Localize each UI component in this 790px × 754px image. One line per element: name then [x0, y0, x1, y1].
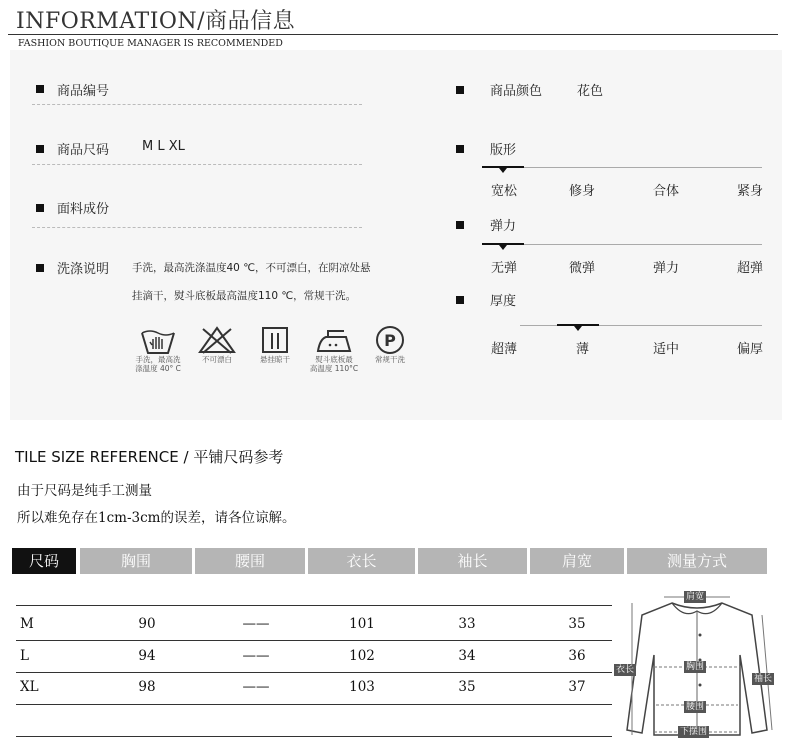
thickness-option: 薄 — [576, 342, 590, 357]
size-note-line-1: 由于尺码是纯手工测量 — [17, 483, 152, 499]
stretch-option: 无弹 — [491, 261, 518, 276]
table-row — [0, 616, 612, 636]
table-row — [0, 648, 612, 668]
divider — [32, 104, 362, 105]
stretch-option: 微弹 — [569, 261, 596, 276]
cell-length: 102 — [349, 648, 375, 664]
thickness-label: 厚度 — [490, 294, 517, 309]
page-subtitle: FASHION BOUTIQUE MANAGER IS RECOMMENDED — [18, 38, 283, 49]
stretch-option: 超弹 — [737, 261, 764, 276]
care-caption: 熨斗底板最 — [315, 355, 353, 364]
pointer-icon — [574, 326, 582, 331]
no-bleach-icon — [197, 325, 237, 355]
thickness-option: 超薄 — [491, 342, 518, 357]
bullet-icon — [36, 264, 44, 272]
wash-text-line-2: 挂滴干，熨斗底板最高温度110 ℃，常规干洗。 — [132, 290, 357, 302]
iron-icon — [314, 325, 354, 355]
header-shoulder: 肩宽 — [530, 548, 624, 574]
wash-label: 洗涤说明 — [57, 262, 110, 277]
diagram-chest-label: 胸围 — [686, 662, 705, 672]
diagram-sleeve-label: 袖长 — [754, 674, 773, 684]
care-caption: 悬挂晾干 — [260, 355, 290, 364]
cell-shoulder: 36 — [568, 648, 586, 664]
table-rule — [16, 605, 612, 606]
stretch-option: 弹力 — [653, 261, 680, 276]
size-note-line-2: 所以难免存在1cm-3cm的误差，请各位谅解。 — [17, 510, 296, 526]
fabric-label: 面料成份 — [57, 202, 110, 217]
table-rule — [16, 736, 612, 737]
bullet-icon — [456, 221, 464, 229]
diagram-length-label: 衣长 — [616, 665, 635, 675]
fit-option: 宽松 — [491, 184, 518, 199]
care-caption: 手洗，最高洗 — [135, 355, 181, 364]
cell-length: 103 — [349, 679, 375, 695]
stretch-label: 弹力 — [490, 219, 517, 234]
table-rule — [16, 672, 612, 673]
cell-sleeve: 35 — [458, 679, 476, 695]
fit-option: 合体 — [653, 184, 680, 199]
cell-chest: 98 — [138, 679, 156, 695]
dry-clean-icon — [370, 325, 410, 355]
item-no-label: 商品编号 — [57, 84, 110, 99]
hang-dry-icon — [255, 325, 295, 355]
bullet-icon — [36, 204, 44, 212]
cell-waist: —— — [242, 616, 270, 632]
diagram-shoulder-label: 肩宽 — [686, 592, 705, 602]
diagram-waist-label: 腰围 — [686, 702, 705, 712]
care-icon-hang-dry — [250, 325, 300, 364]
fit-option: 修身 — [569, 184, 596, 199]
pointer-icon — [499, 168, 507, 173]
fit-scale-line — [482, 167, 762, 168]
care-caption: 不可漂白 — [202, 355, 232, 364]
cell-sleeve: 34 — [458, 648, 476, 664]
header-length: 衣长 — [308, 548, 415, 574]
care-icon-iron — [304, 325, 364, 373]
thickness-option: 偏厚 — [737, 342, 764, 357]
divider — [32, 227, 362, 228]
size-reference-title: TILE SIZE REFERENCE / 平铺尺码参考 — [15, 448, 284, 466]
pointer-icon — [499, 245, 507, 250]
cell-size: M — [20, 616, 34, 632]
hand-wash-icon — [138, 325, 178, 355]
color-value: 花色 — [577, 84, 604, 99]
cell-size: XL — [20, 679, 39, 695]
header-chest: 胸围 — [80, 548, 192, 574]
cell-size: L — [20, 648, 29, 664]
cell-sleeve: 33 — [458, 616, 476, 632]
diagram-hem-label: 下摆围 — [680, 727, 708, 737]
table-row — [0, 679, 612, 699]
bullet-icon — [456, 145, 464, 153]
header-waist: 腰围 — [195, 548, 305, 574]
cell-shoulder: 35 — [568, 616, 586, 632]
care-icon-hand-wash — [128, 325, 188, 373]
cell-chest: 90 — [138, 616, 156, 632]
bullet-icon — [456, 296, 464, 304]
svg-text:P: P — [384, 331, 396, 350]
fit-label: 版形 — [490, 143, 517, 158]
header-sleeve: 袖长 — [418, 548, 527, 574]
cell-waist: —— — [242, 648, 270, 664]
bullet-icon — [456, 86, 464, 94]
bullet-icon — [36, 145, 44, 153]
table-rule — [16, 704, 612, 705]
wash-text-line-1: 手洗，最高洗涤温度40 ℃，不可漂白，在阴凉处悬 — [132, 262, 371, 274]
header-method: 测量方式 — [627, 548, 767, 574]
info-panel — [10, 50, 782, 420]
cell-length: 101 — [349, 616, 375, 632]
size-label: 商品尺码 — [57, 143, 110, 158]
care-caption: 涤温度 40° C — [135, 364, 181, 373]
stretch-scale-line — [482, 244, 762, 245]
care-icon-dry-clean — [365, 325, 415, 364]
fit-option: 紧身 — [737, 184, 764, 199]
color-label: 商品颜色 — [490, 84, 543, 99]
measurement-diagram — [612, 585, 782, 750]
cell-waist: —— — [242, 679, 270, 695]
size-value: M L XL — [142, 139, 185, 154]
page-title: INFORMATION/商品信息 — [16, 9, 296, 34]
table-rule — [16, 640, 612, 641]
divider — [32, 164, 362, 165]
care-caption: 常规干洗 — [375, 355, 405, 364]
care-caption: 高温度 110°C — [309, 364, 359, 373]
cell-chest: 94 — [138, 648, 156, 664]
bullet-icon — [36, 85, 44, 93]
care-icon-no-bleach — [192, 325, 242, 364]
header-size: 尺码 — [12, 548, 76, 574]
cell-shoulder: 37 — [568, 679, 586, 695]
header-divider — [8, 34, 778, 35]
thickness-option: 适中 — [653, 342, 680, 357]
